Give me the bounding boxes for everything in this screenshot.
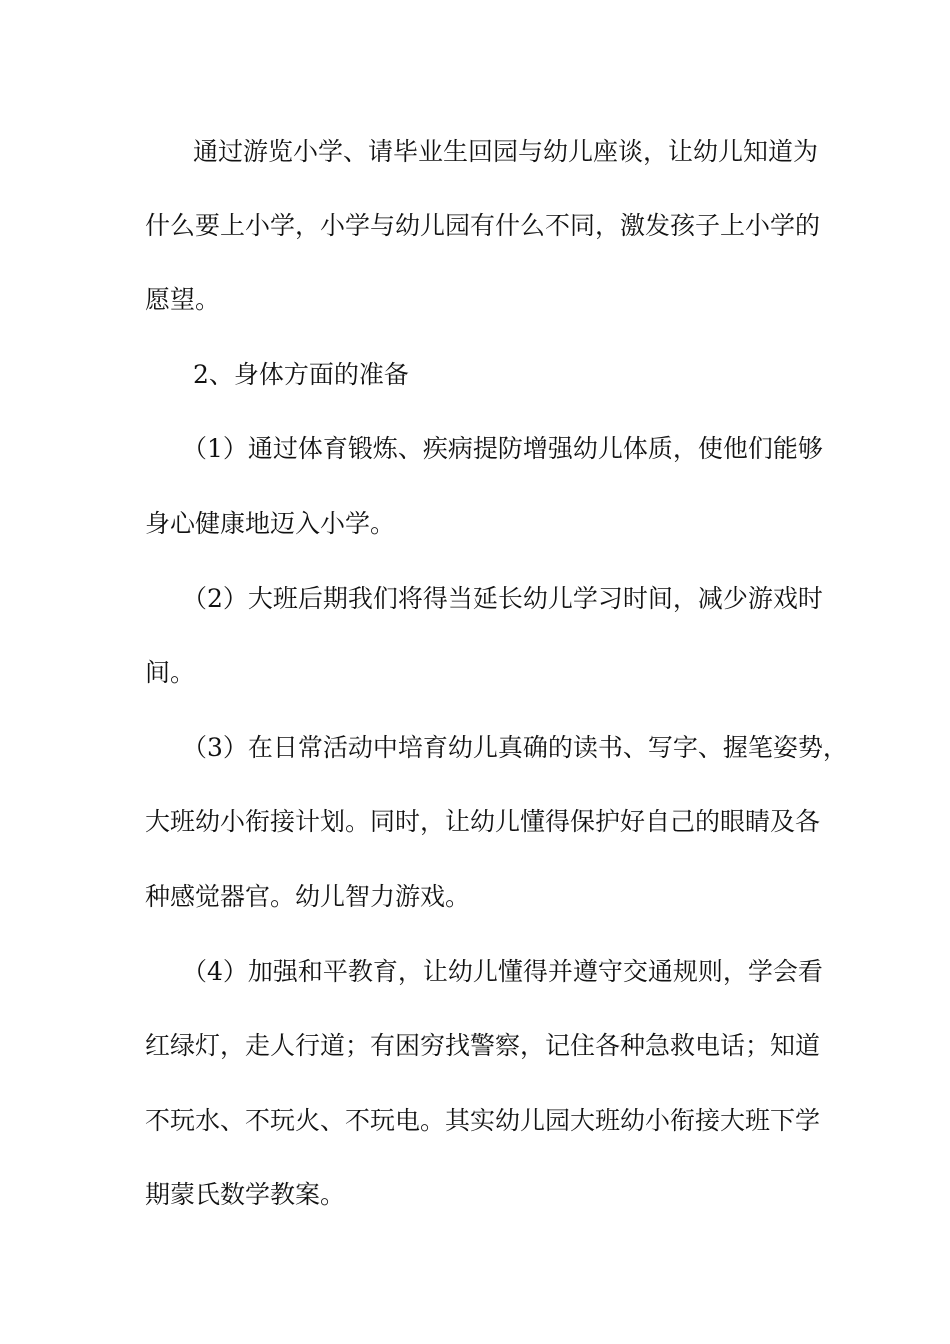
paragraph-line: 大班幼小衔接计划。同时，让幼儿懂得保护好自己的眼睛及各 [145, 807, 821, 836]
section-heading: 2、身体方面的准备 [193, 360, 409, 389]
paragraph-line: 间。 [145, 658, 196, 687]
paragraph-line: 愿望。 [145, 285, 221, 314]
paragraph-line: 期蒙氏数学教案。 [145, 1180, 346, 1209]
paragraph-line: 红绿灯，走人行道；有困穷找警察，记住各种急救电话；知道 [145, 1031, 821, 1060]
paragraph-line: 不玩水、不玩火、不玩电。其实幼儿园大班幼小衔接大班下学 [145, 1106, 821, 1135]
paragraph-line: （2）大班后期我们将得当延长幼儿学习时间，减少游戏时 [182, 584, 823, 613]
paragraph-line: 种感觉器官。幼儿智力游戏。 [145, 882, 471, 911]
paragraph-line: 身心健康地迈入小学。 [145, 509, 396, 538]
paragraph-line: （1）通过体育锻炼、疾病提防增强幼儿体质，使他们能够 [182, 434, 823, 463]
paragraph-line: （3）在日常活动中培育幼儿真确的读书、写字、握笔姿势， [182, 733, 848, 762]
paragraph-line: 什么要上小学，小学与幼儿园有什么不同，激发孩子上小学的 [145, 211, 821, 240]
paragraph-line: 通过游览小学、请毕业生回园与幼儿座谈，让幼儿知道为 [193, 137, 819, 166]
paragraph-line: （4）加强和平教育，让幼儿懂得并遵守交通规则，学会看 [182, 957, 823, 986]
